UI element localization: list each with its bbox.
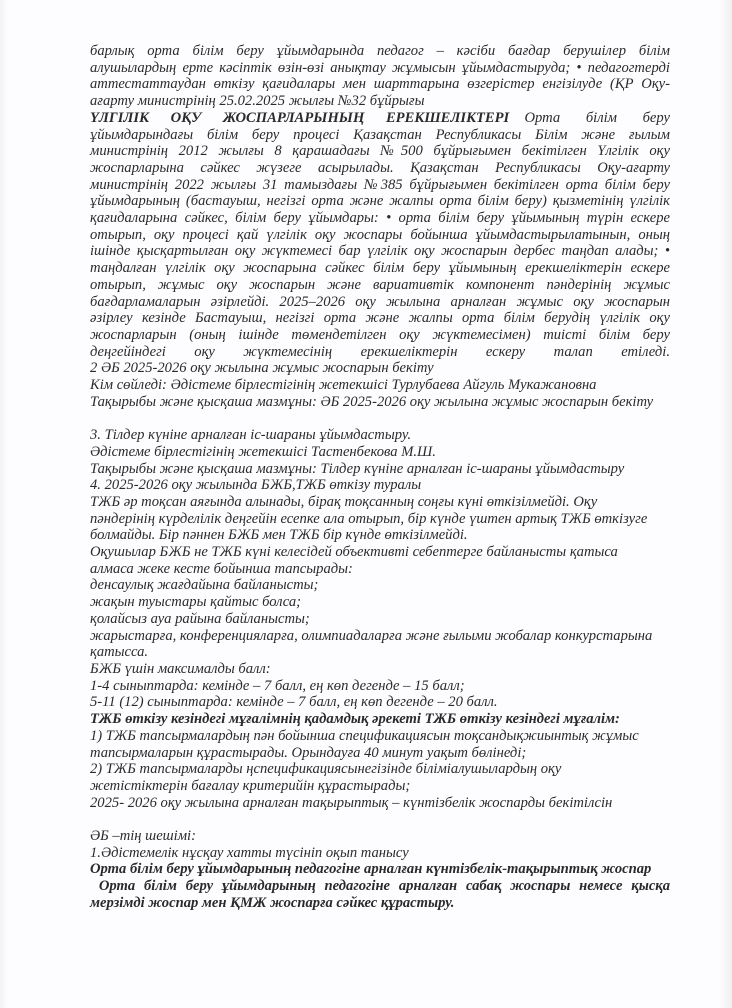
- decision-section: [90, 828, 670, 912]
- section-line: қағидаларына сәйкес, білім беру ұйымдары: • орта білім беру ұйымының түрін ескере: [90, 210, 670, 227]
- section-line: таңдалған үлгілік оқу жоспарына сәйкес білім беру ұйымының ерекшеліктерін ескере: [90, 260, 670, 277]
- item-step: жетістіктерін бағалау критерийін құрастырады;: [90, 777, 411, 794]
- section-first-line-rest: Орта білім беру: [524, 109, 670, 126]
- section-line: ұйымдарының (бастауыш, негізгі орта және жалпы орта білім беру) қызметінің үлгілік: [90, 193, 670, 210]
- item-step: 2025- 2026 оқу жылына арналған тақырыптық – күнтізбелік жоспарды бекітілсін: [90, 794, 613, 811]
- intro-line: барлық орта білім беру ұйымдарында педагог – кәсіби бағдар берушілер білім: [90, 43, 670, 59]
- section-line: бағдарламаларын әзірлейді. 2025–2026 оқу жылына арналған жұмыс оқу жоспарын: [90, 293, 670, 310]
- section-line: жоспарларын (оның ішінде төмендетілген оқу жүктемесімен) тиісті білім беру: [90, 326, 670, 343]
- section-line: министрінің 2022 жылғы 31 тамыздағы №385 бұйрығымен бекітілген орта білім беру: [90, 176, 670, 193]
- item-step: 1) ТЖБ тапсырмалардың пән бойынша спецификациясын тоқсандықжиынтық жұмыс: [90, 727, 639, 744]
- section-model-curricula: [90, 110, 670, 361]
- item-line: денсаулық жағдайына байланысты;: [90, 577, 319, 594]
- item-line: жақын туыстары қайтыс болса;: [90, 594, 301, 611]
- item-title: 3. Тілдер күніне арналған іс-шараны ұйымдастыру.: [90, 427, 412, 444]
- section-line: отырып, оқу процесі қай үлгілік оқу жоспары бойынша ұйымдастырылатынын, оның: [90, 226, 670, 243]
- intro-paragraph: [90, 43, 670, 110]
- item-step: тапсырмаларын құрастырады. Орындауға 40 минут уақыт бөлінеді;: [90, 744, 527, 761]
- intro-line: аттестаттаудан өткізу қағидалары мен шарттарына өзгерістер енгізілуде (ҚР Оқу-: [90, 76, 670, 93]
- item-summary: Тақырыбы және қысқаша мазмұны: ӘБ 2025-2026 оқу жылына жұмыс жоспарын бекіту: [90, 393, 654, 410]
- item-speaker: Әдістеме бірлестігінің жетекшісі Тастенбекова М.Ш.: [90, 443, 436, 460]
- item-line: жарыстарға, конференцияларға, олимпиадаларға және ғылыми жобалар конкурстарына: [90, 627, 653, 644]
- item-line: пәндерінің күрделілік деңгейін есепке ала отырып, бір күнде үштен артық ТЖБ өткізуге: [90, 510, 648, 527]
- blank-line: [90, 811, 670, 828]
- decision-item: 1.Әдістемелік нұсқау хатты түсініп оқып танысу: [90, 844, 409, 861]
- section-line: министрінің 2012 жылғы 8 қарашадағы №500 бұйрығымен бекітілген Үлгілік оқу: [90, 143, 670, 160]
- agenda-item-4: [90, 477, 670, 811]
- decision-title: ӘБ –тің шешімі:: [90, 828, 196, 845]
- item-step: 2) ТЖБ тапсырмаларды ңспецификациясынегізінде біліміалушылардың оқу: [90, 761, 562, 778]
- item-title: 4. 2025-2026 оқу жылында БЖБ,ТЖБ өткізу туралы: [90, 477, 422, 494]
- intro-line: алушылардың ерте кәсіптік өзін-өзі анықтау жұмысын ұйымдастыруда; • педагогтерді: [90, 59, 670, 76]
- decision-bold-line: Орта білім беру ұйымдарының педагогіне арналған күнтізбелік-тақырыптық жоспар: [90, 861, 652, 878]
- item-line: 1-4 сыныптарда: кемінде – 7 балл, ең көп дегенде – 15 балл;: [90, 677, 465, 694]
- item-summary: Тақырыбы және қысқаша мазмұны: Тілдер күніне арналған іс-шараны ұйымдастыру: [90, 460, 625, 477]
- section-line: әзірлеу кезінде Бастауыш, негізгі орта және жалпы орта білім берудің үлгілік оқу: [90, 310, 670, 327]
- section-line: ұйымдарындағы білім беру процесі Қазақстан Республикасы Білім және ғылым: [90, 126, 670, 143]
- item-line: ТЖБ әр тоқсан аяғында алынады, бірақ тоқсанның соңғы күні өткізілмейді. Оқу: [90, 493, 598, 510]
- blank-line: [90, 410, 670, 427]
- intro-line: ағарту министрінің 25.02.2025 жылғы №32 бұйрығы: [90, 93, 425, 110]
- section-line: деңгейіндегі оқу жүктемесінің ерекшеліктерін ескеру талап етіледі.: [90, 343, 670, 360]
- section-line: жоспарларына сәйкес жүзеге асырылады. Қазақстан Республикасы Оқу-ағарту: [90, 159, 670, 176]
- section-heading-line: [90, 110, 670, 127]
- item-line: 5-11 (12) сыныптарда: кемінде – 7 балл, ең көп дегенде – 20 балл.: [90, 694, 498, 711]
- item-line: қолайсыз ауа райына байланысты;: [90, 610, 310, 627]
- section-line: отырып, жұмыс оқу жоспарын және вариативтік компонент пәндерінің жұмыс: [90, 276, 670, 293]
- item-bold-heading: ТЖБ өткізу кезіндегі мұғалімнің қадамдық әрекеті ТЖБ өткізу кезіндегі мұғалім:: [90, 711, 620, 728]
- item-line: болмайды. Бір пәннен БЖБ мен ТЖБ бір күнде өткізілмейді.: [90, 527, 468, 544]
- document-body: [90, 43, 670, 912]
- agenda-item-3: [90, 427, 670, 477]
- decision-bold-line: мерзімді жоспар мен ҚМЖ жоспарға сәйкес құрастыру.: [90, 894, 455, 911]
- section-line: ішінде қысқартылған оқу жүктемесі бар үлгілік оқу жоспарын дербес таңдап алады; •: [90, 243, 670, 260]
- item-line: БЖБ үшін максималды балл:: [90, 661, 271, 677]
- item-line: Оқушылар БЖБ не ТЖБ күні келесідей объективті себептерге байланысты қатыса: [90, 544, 618, 561]
- item-line: қатысса.: [90, 644, 149, 661]
- item-title: 2 ӘБ 2025-2026 оқу жылына жұмыс жоспарын бекіту: [90, 360, 434, 377]
- decision-bold-line: Орта білім беру ұйымдарының педагогіне арналған сабақ жоспары немесе қысқа: [90, 878, 670, 895]
- item-line: алмаса жеке кесте бойынша тапсырады:: [90, 560, 353, 577]
- item-speaker: Кім сөйледі: Әдістеме бірлестігінің жетекшісі Турлубаева Айгуль Мукажановна: [90, 377, 597, 394]
- section-heading: ҮЛГІЛІК ОҚУ ЖОСПАРЛАРЫНЫҢ ЕРЕКШЕЛІКТЕРІ: [90, 109, 510, 126]
- agenda-item-2: [90, 360, 670, 410]
